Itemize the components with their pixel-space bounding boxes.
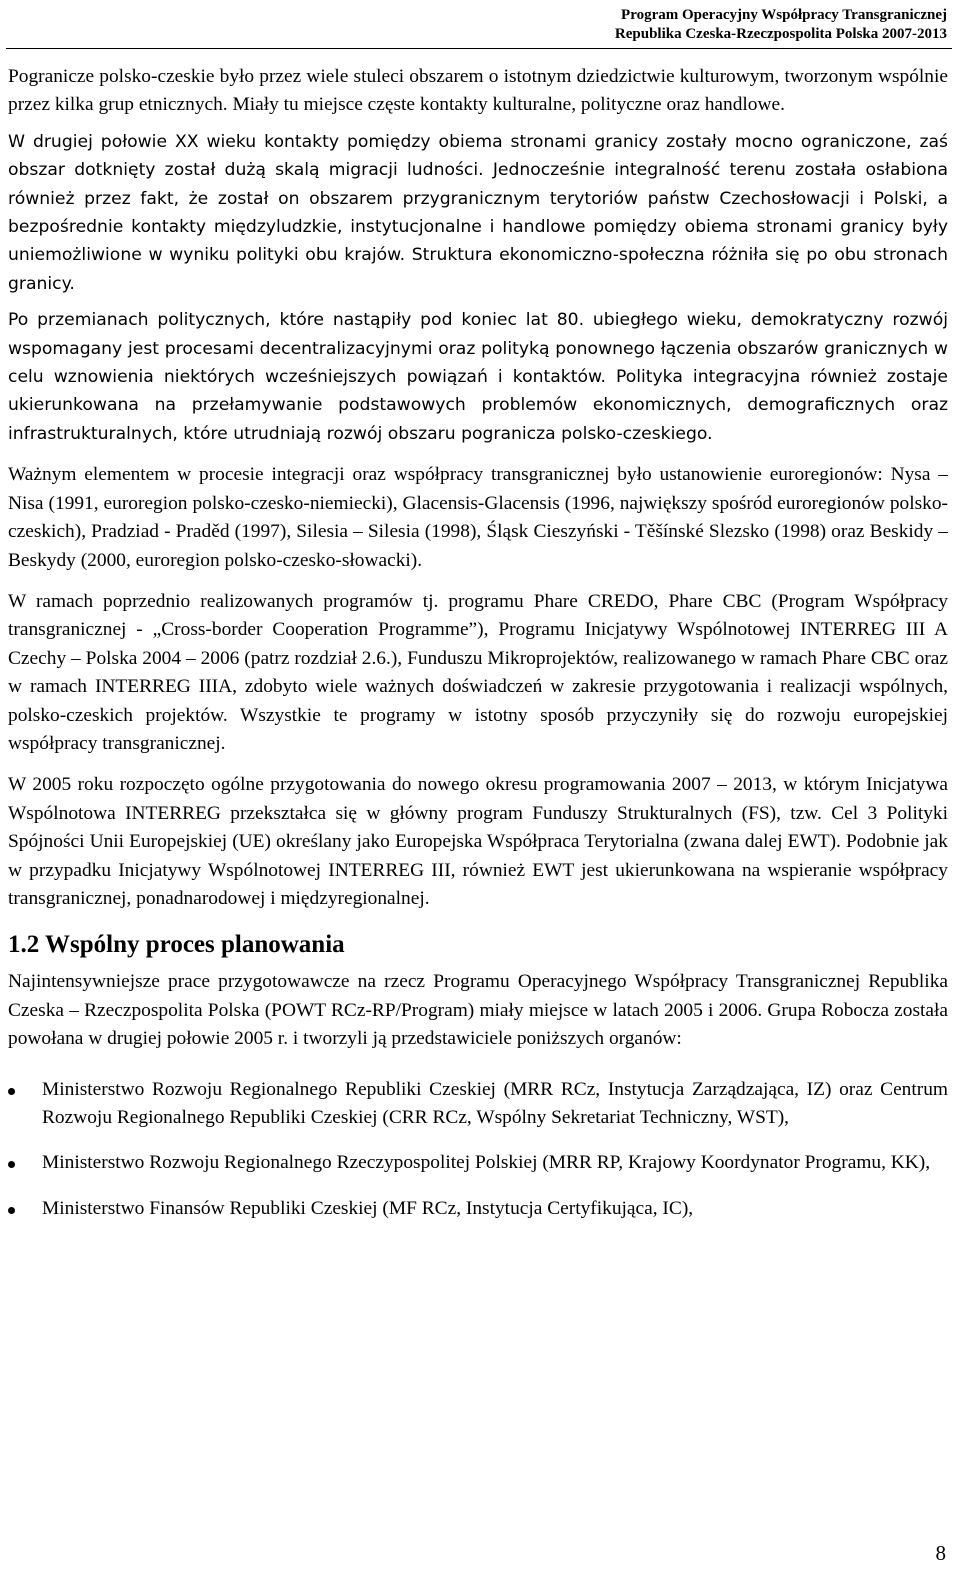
paragraph-heritage: Pogranicze polsko-czeskie było przez wiele stuleci obszarem o istotnym dziedzictwie kulturowym, tworzonym wspólnie przez kilka grup etnicznych. Miały tu miejsce częste kontakty kulturalne, polityczne oraz handlowe. xyxy=(8,66,948,116)
list-item-text: Ministerstwo Rozwoju Regionalnego Republiki Czeskiej (MRR RCz, Instytucja Zarządzająca, IZ) oraz Centrum Rozwoju Regionalnego Republiki Czeskiej (CRR RCz, Wspólny Sekretariat Techniczny, WST), xyxy=(42,1078,948,1128)
header-rule xyxy=(6,48,952,49)
list-item-text: Ministerstwo Finansów Republiki Czeskiej (MF RCz, Instytucja Certyfikująca, IC), xyxy=(42,1197,694,1219)
page-body xyxy=(8,63,948,1240)
paragraph-twentieth-century: W drugiej połowie XX wieku kontakty pomiędzy obiema stronami granicy zostały mocno ograniczone, zaś obszar dotknięty został dużą skalą migracji ludności. Jednocześnie integralność terenu została osłabiona również przez fakt, że został on obszarem przygranicznym terytoriów państw Czechosłowacji i Polski, a bezpośrednie kontakty międzyludzkie, instytucjonalne i handlowe pomiędzy obiema stronami granicy były uniemożliwione w wyniku polityki obu krajów. Struktura ekonomiczno-społeczna różniła się po obu stronach granicy. xyxy=(8,131,948,294)
bullet-icon xyxy=(8,1207,15,1214)
bodies-list xyxy=(8,1076,948,1224)
running-header xyxy=(615,6,947,44)
paragraph-political-changes: Po przemianach politycznych, które nastąpiły pod koniec lat 80. ubiegłego wieku, demokratyczny rozwój wspomagany jest procesami decentralizacyjnymi oraz polityką ponownego łączenia obszarów granicznych w celu wznowienia niektórych wcześniejszych powiązań i kontaktów. Polityka integracyjna również zostaje ukierunkowana na przełamywanie podstawowych problemów ekonomicznych, demograficznych oraz infrastrukturalnych, które utrudniają rozwój obszaru pogranicza polsko-czeskiego. xyxy=(8,310,948,444)
section-heading: 1.2 Wspólny proces planowania xyxy=(8,931,345,959)
bullet-icon xyxy=(8,1161,15,1168)
header-program-subtitle: Republika Czeska-Rzeczpospolita Polska 2007-2013 xyxy=(614,26,947,42)
paragraph-planning: Najintensywniejsze prace przygotowawcze na rzecz Programu Operacyjnego Współpracy Transgranicznej Republika Czeska – Rzeczpospolita Polska (POWT RCz-RP/Program) miały miejsce w latach 2005 i 2006. Grupa Robocza została powołana w drugiej połowie 2005 r. i tworzyli ją przedstawiciele poniższych organów: xyxy=(8,971,948,1050)
page-number: 8 xyxy=(935,1541,946,1565)
list-item xyxy=(8,1149,948,1177)
list-item-text: Ministerstwo Rozwoju Regionalnego Rzeczypospolitej Polskiej (MRR RP, Krajowy Koordynator Programu, KK), xyxy=(42,1152,931,1174)
paragraph-2005-preparations: W 2005 roku rozpoczęto ogólne przygotowania do nowego okresu programowania 2007 – 2013, w którym Inicjatywa Wspólnotowa INTERREG przekształca się w główny program Funduszy Strukturalnych (FS), tzw. Cel 3 Polityki Spójności Unii Europejskiej (UE) określany jako Europejska Współpraca Terytorialna (zwana dalej EWT). Podobnie jak w przypadku Inicjatywy Wspólnotowej INTERREG III, również EWT jest ukierunkowana na wspieranie współpracy transgranicznej, ponadnarodowej i międzyregionalnej. xyxy=(8,774,948,909)
header-program-title: Program Operacyjny Współpracy Transgranicznej xyxy=(621,7,947,23)
list-item xyxy=(8,1195,948,1223)
paragraph-euroregions: Ważnym elementem w procesie integracji oraz współpracy transgranicznej było ustanowienie euroregionów: Nysa – Nisa (1991, euroregion polsko-czesko-niemiecki), Glacensis-Glacensis (1996, największy spośród euroregionów polsko-czeskich), Pradziad - Praděd (1997), Silesia – Silesia (1998), Śląsk Cieszyński - Těšínské Slezsko (1998) oraz Beskidy – Beskydy (2000, euroregion polsko-czesko-słowacki). xyxy=(8,464,948,571)
list-item xyxy=(8,1076,948,1133)
paragraph-previous-programmes: W ramach poprzednio realizowanych programów tj. programu Phare CREDO, Phare CBC (Program Współpracy transgranicznej - „Cross-border Cooperation Programme”), Programu Inicjatywy Wspólnotowej INTERREG III A Czechy – Polska 2004 – 2006 (patrz rozdział 2.6.), Funduszu Mikroprojektów, realizowanego w ramach Phare CBC oraz w ramach INTERREG IIIA, zdobyto wiele ważnych doświadczeń w zakresie przygotowania i realizacji wspólnych, polsko-czeskich projektów. Wszystkie te programy w istotny sposób przyczyniły się do rozwoju europejskiej współpracy transgranicznej. xyxy=(8,590,948,754)
bullet-icon xyxy=(8,1088,15,1095)
